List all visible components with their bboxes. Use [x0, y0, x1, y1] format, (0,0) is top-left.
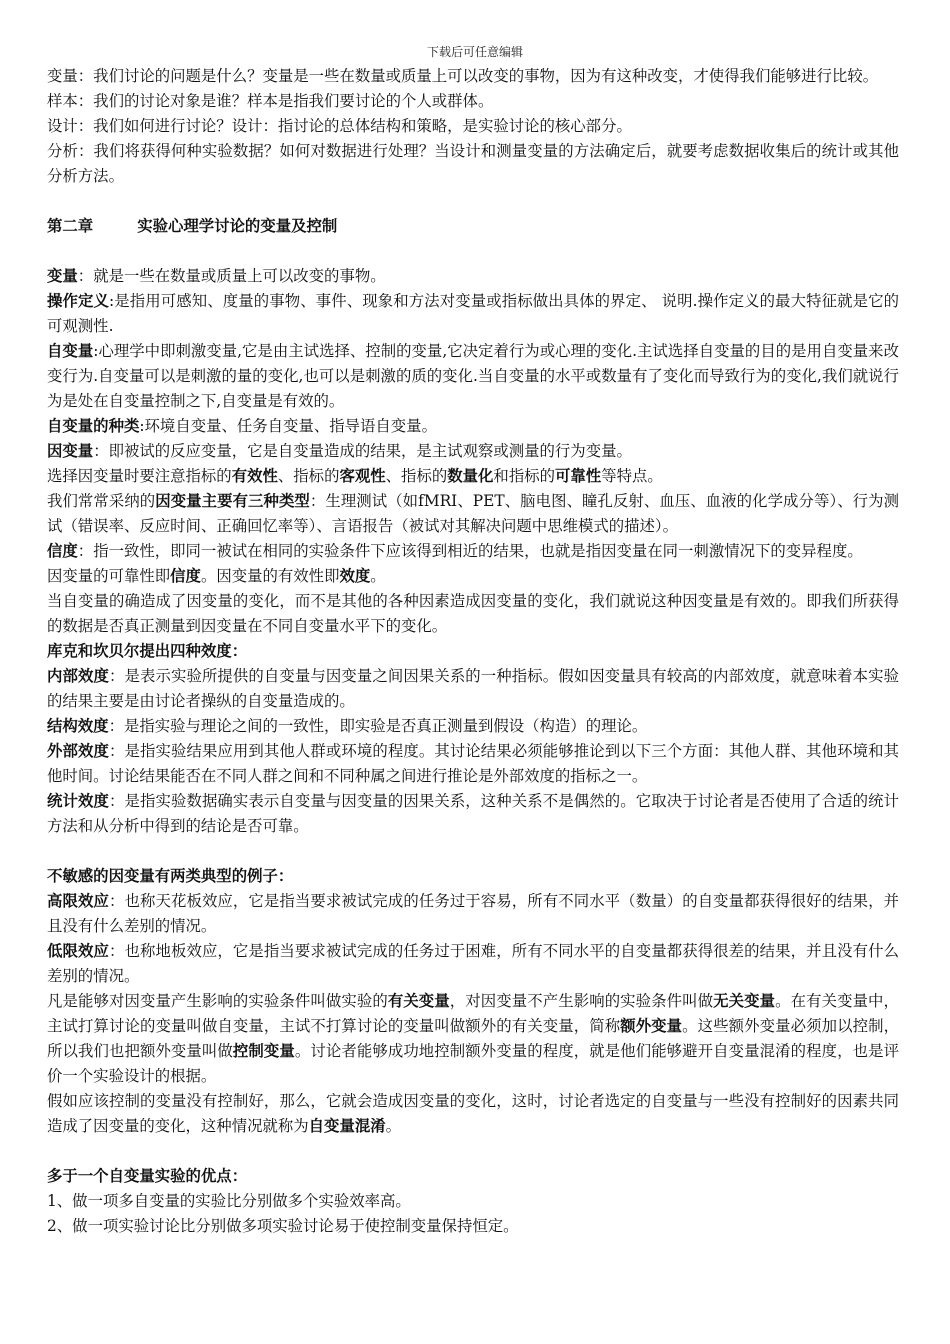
text: 我们常常采纳的 [47, 492, 156, 510]
text: 。因变量的有效性即 [200, 567, 340, 585]
text: 。在有关变量中，主试打算讨论的变量叫做自变量，主试不打算讨论的变量叫做额外的有关变量，简称 [47, 992, 899, 1035]
text: 。 [370, 567, 386, 585]
text: 选择因变量时要注意指标的 [47, 467, 232, 485]
term-reliability-bold: 信度 [170, 567, 201, 585]
intro-sample: 样本：我们的讨论对象是谁？样本是指我们要讨论的个人或群体。 [47, 92, 494, 110]
intro-design: 设计：我们如何进行讨论？设计：指讨论的总体结构和策略，是实验讨论的核心部分。 [47, 117, 632, 135]
def-dependent-variable [47, 439, 899, 464]
term-floor-effect: 低限效应 [47, 942, 109, 960]
text: 、指标的 [385, 467, 448, 485]
insensitive-heading: 不敏感的因变量有两类典型的例子： [47, 867, 294, 885]
term-internal-validity: 内部效度 [47, 667, 109, 685]
list-item: 1、做一项多自变量的实验比分别做多个实验效率高。 [47, 1192, 411, 1210]
term-variable: 变量 [47, 267, 78, 285]
def-construct-validity [47, 714, 899, 739]
text: 、指标的 [277, 467, 340, 485]
def-internal-validity [47, 664, 899, 714]
text: 等特点。 [601, 467, 663, 485]
term-iv-types: 自变量的种类 [47, 417, 140, 435]
text: 。这些额外变量必须加以控制，所以我们也把额外变量叫做 [47, 1017, 899, 1060]
term-ceiling-effect: 高限效应 [47, 892, 109, 910]
term-reliability: 信度 [47, 542, 78, 560]
term-validity-bold: 效度 [339, 567, 371, 585]
reliability-validity-note [47, 564, 899, 589]
page-header: 下载后可任意编辑 [426, 45, 523, 59]
def-variable [47, 264, 899, 289]
def-statistical-text: ：是指实验数据确实表示自变量与因变量的因果关系，这种关系不是偶然的。它取决于讨论者是否使用了合适的统计方法和从分析中得到的结论是否可靠。 [47, 792, 899, 835]
def-independent-variable [47, 339, 899, 414]
term-dependent-variable: 因变量 [47, 442, 94, 460]
text: 和指标的 [493, 467, 555, 485]
term-relevant-variable: 有关变量 [387, 992, 450, 1010]
cook-campbell-heading: 库克和坎贝尔提出四种效度： [47, 642, 248, 660]
term-control-variable: 控制变量 [232, 1042, 295, 1060]
term-quantification: 数量化 [447, 467, 494, 485]
spacer [47, 239, 899, 264]
intro-analysis: 分析：我们将获得何种实验数据？如何对数据进行处理？当设计和测量变量的方法确定后，就要考虑数据收集后的统计或其他分析方法。 [47, 142, 899, 185]
term-extraneous-variable: 额外变量 [620, 1017, 683, 1035]
chapter-title: 实验心理学讨论的变量及控制 [137, 217, 338, 235]
term-construct-validity: 结构效度 [47, 717, 109, 735]
text: 假如应该控制的变量没有控制好，那么，它就会造成因变量的变化，这时，讨论者选定的自变量与一些没有控制好的因素共同造成了因变量的变化，这种情况就称为 [47, 1092, 899, 1135]
term-operational-definition: 操作定义 [47, 292, 109, 310]
term-independent-variable: 自变量 [47, 342, 94, 360]
chapter-number: 第二章 [47, 217, 94, 235]
spacer [47, 189, 899, 214]
intro-variable: 变量：我们讨论的问题是什么？变量是一些在数量或质量上可以改变的事物，因为有这种改变，才使得我们能够进行比较。 [47, 67, 879, 85]
spacer [47, 839, 899, 864]
term-objectivity: 客观性 [339, 467, 386, 485]
def-iv-types [47, 414, 899, 439]
text: 。讨论者能够成功地控制额外变量的程度，就是他们能够避开自变量混淆的程度，也是评价一个实验设计的根据。 [47, 1042, 899, 1085]
def-operational [47, 289, 899, 339]
def-iv-text: :心理学中即刺激变量,它是由主试选择、控制的变量,它决定着行为或心理的变化.主试选择自变量的目的是用自变量来改变行为.自变量可以是刺激的量的变化,也可以是刺激的质的变化.当自变量的水平或数量有了变化而导致行为的变化,我们就说行为是处在自变量控制之下,自变量是有效的。 [47, 342, 899, 410]
dv-selection-criteria [47, 464, 899, 489]
text: 因变量的可靠性即 [47, 567, 171, 585]
term-iv-confounding: 自变量混淆 [308, 1117, 386, 1135]
spacer [47, 1139, 899, 1164]
term-validity-criterion: 有效性 [231, 467, 278, 485]
def-reliability [47, 539, 899, 564]
document-body [47, 64, 899, 1239]
text: ：生理测试（如fMRI、PET、脑电图、瞳孔反射、血压、血液的化学成分等）、行为测试（错误率、反应时间、正确回忆率等）、言语报告（被试对其解决问题中思维模式的描述）。 [47, 492, 899, 535]
def-ceiling-effect [47, 889, 899, 939]
confounding-paragraph [47, 1089, 899, 1139]
def-ceiling-text: ：也称天花板效应，它是指当要求被试完成的任务过于容易，所有不同水平（数量）的自变量都获得很好的结果，并且没有什么差别的情况。 [47, 892, 899, 935]
text: ，对因变量不产生影响的实验条件叫做 [449, 992, 714, 1010]
def-floor-text: ：也称地板效应，它是指当要求被试完成的任务过于困难，所有不同水平的自变量都获得很差的结果，并且没有什么差别的情况。 [47, 942, 899, 985]
term-dv-types: 因变量主要有三种类型 [155, 492, 310, 510]
list-item: 2、做一项实验讨论比分别做多项实验讨论易于使控制变量保持恒定。 [47, 1217, 519, 1235]
def-internal-text: ：是表示实验所提供的自变量与因变量之间因果关系的一种指标。假如因变量具有较高的内部效度，就意味着本实验的结果主要是由讨论者操纵的自变量造成的。 [47, 667, 899, 710]
def-external-text: ：是指实验结果应用到其他人群或环境的程度。其讨论结果必须能够推论到以下三个方面：其他人群、其他环境和其他时间。讨论结果能否在不同人群之间和不同种属之间进行推论是外部效度的指标之一。 [47, 742, 899, 785]
def-operational-text: :是指用可感知、度量的事物、事件、现象和方法对变量或指标做出具体的界定、 说明.操作定义的最大特征就是它的可观测性. [47, 292, 899, 335]
term-statistical-validity: 统计效度 [47, 792, 109, 810]
def-dv-text: ：即被试的反应变量，它是自变量造成的结果，是主试观察或测量的行为变量。 [93, 442, 632, 460]
text: 。 [385, 1117, 402, 1135]
validity-explanation: 当自变量的确造成了因变量的变化，而不是其他的各种因素造成因变量的变化，我们就说这种因变量是有效的。即我们所获得的数据是否真正测量到因变量在不同自变量水平下的变化。 [47, 592, 899, 635]
def-statistical-validity [47, 789, 899, 839]
multi-iv-heading: 多于一个自变量实验的优点： [47, 1167, 248, 1185]
term-external-validity: 外部效度 [47, 742, 109, 760]
def-construct-text: ：是指实验与理论之间的一致性，即实验是否真正测量到假设（构造）的理论。 [108, 717, 648, 735]
def-reliability-text: ：指一致性，即同一被试在相同的实验条件下应该得到相近的结果，也就是指因变量在同一刺激情况下的变异程度。 [77, 542, 863, 560]
dv-types [47, 489, 899, 539]
def-floor-effect [47, 939, 899, 989]
relevant-variables-paragraph [47, 989, 899, 1089]
def-iv-types-text: :环境自变量、任务自变量、指导语自变量。 [139, 417, 437, 435]
def-external-validity [47, 739, 899, 789]
chapter-heading [47, 214, 899, 239]
term-irrelevant-variable: 无关变量 [713, 992, 776, 1010]
def-variable-text: ：就是一些在数量或质量上可以改变的事物。 [77, 267, 386, 285]
term-reliability-criterion: 可靠性 [555, 467, 602, 485]
text: 凡是能够对因变量产生影响的实验条件叫做实验的 [47, 992, 388, 1010]
